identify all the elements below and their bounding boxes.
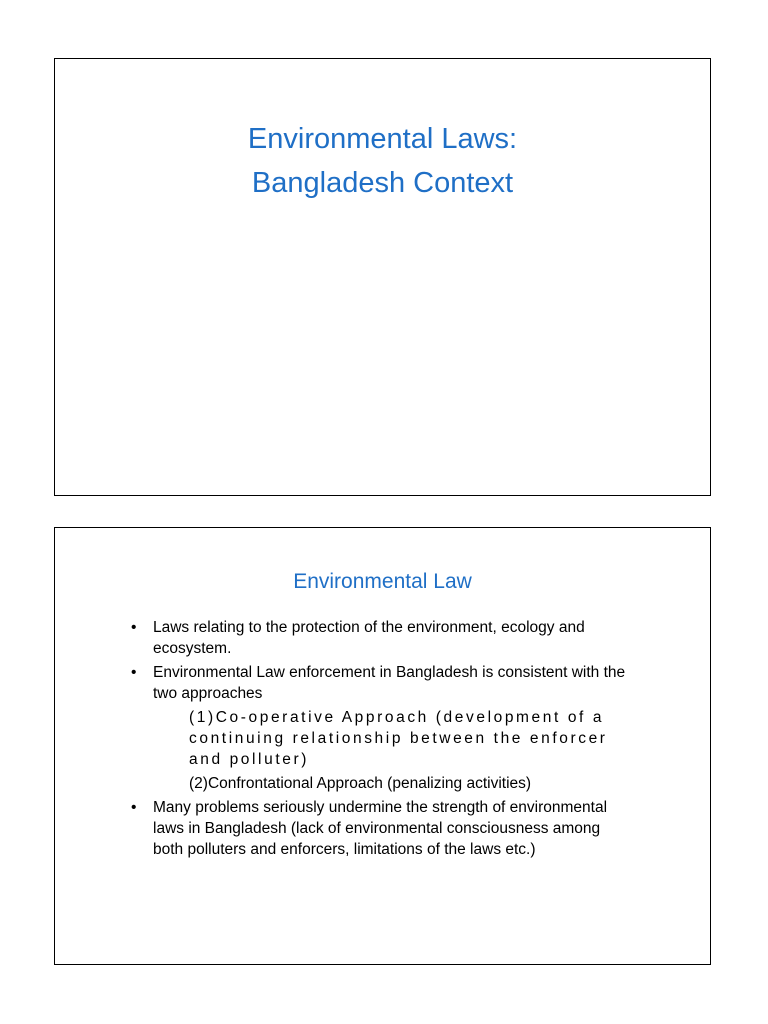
slide-heading: Environmental Law (293, 570, 472, 593)
bullet-text: Many problems seriously undermine the strength of environmental laws in Bangladesh (lack of environmental consciousness among both polluters and enforcers, limitations of the laws etc.) (153, 799, 608, 858)
bullet-item (131, 662, 631, 704)
bullet-dot-icon: • (131, 619, 137, 636)
bullet-item (131, 797, 631, 860)
bullet-dot-icon: • (131, 799, 137, 816)
slide-title (54, 58, 711, 496)
bullet-dot-icon: • (131, 664, 137, 681)
title-line-1: Environmental Laws: (247, 123, 518, 155)
bullet-text: Environmental Law enforcement in Bangladesh is consistent with the two approaches (153, 664, 626, 702)
bullet-text: Laws relating to the protection of the environment, ecology and ecosystem. (153, 619, 585, 657)
bullet-item (131, 617, 631, 659)
slide-title-heading (55, 117, 710, 205)
slide-content (131, 617, 631, 863)
title-line-2: Bangladesh Context (251, 167, 514, 199)
sub-item: (1)Co-operative Approach (development of a continuing relationship between the enforcer and polluter) (189, 709, 608, 768)
sub-item: (2)Confrontational Approach (penalizing activities) (189, 775, 532, 792)
slide-environmental-law (54, 527, 711, 965)
